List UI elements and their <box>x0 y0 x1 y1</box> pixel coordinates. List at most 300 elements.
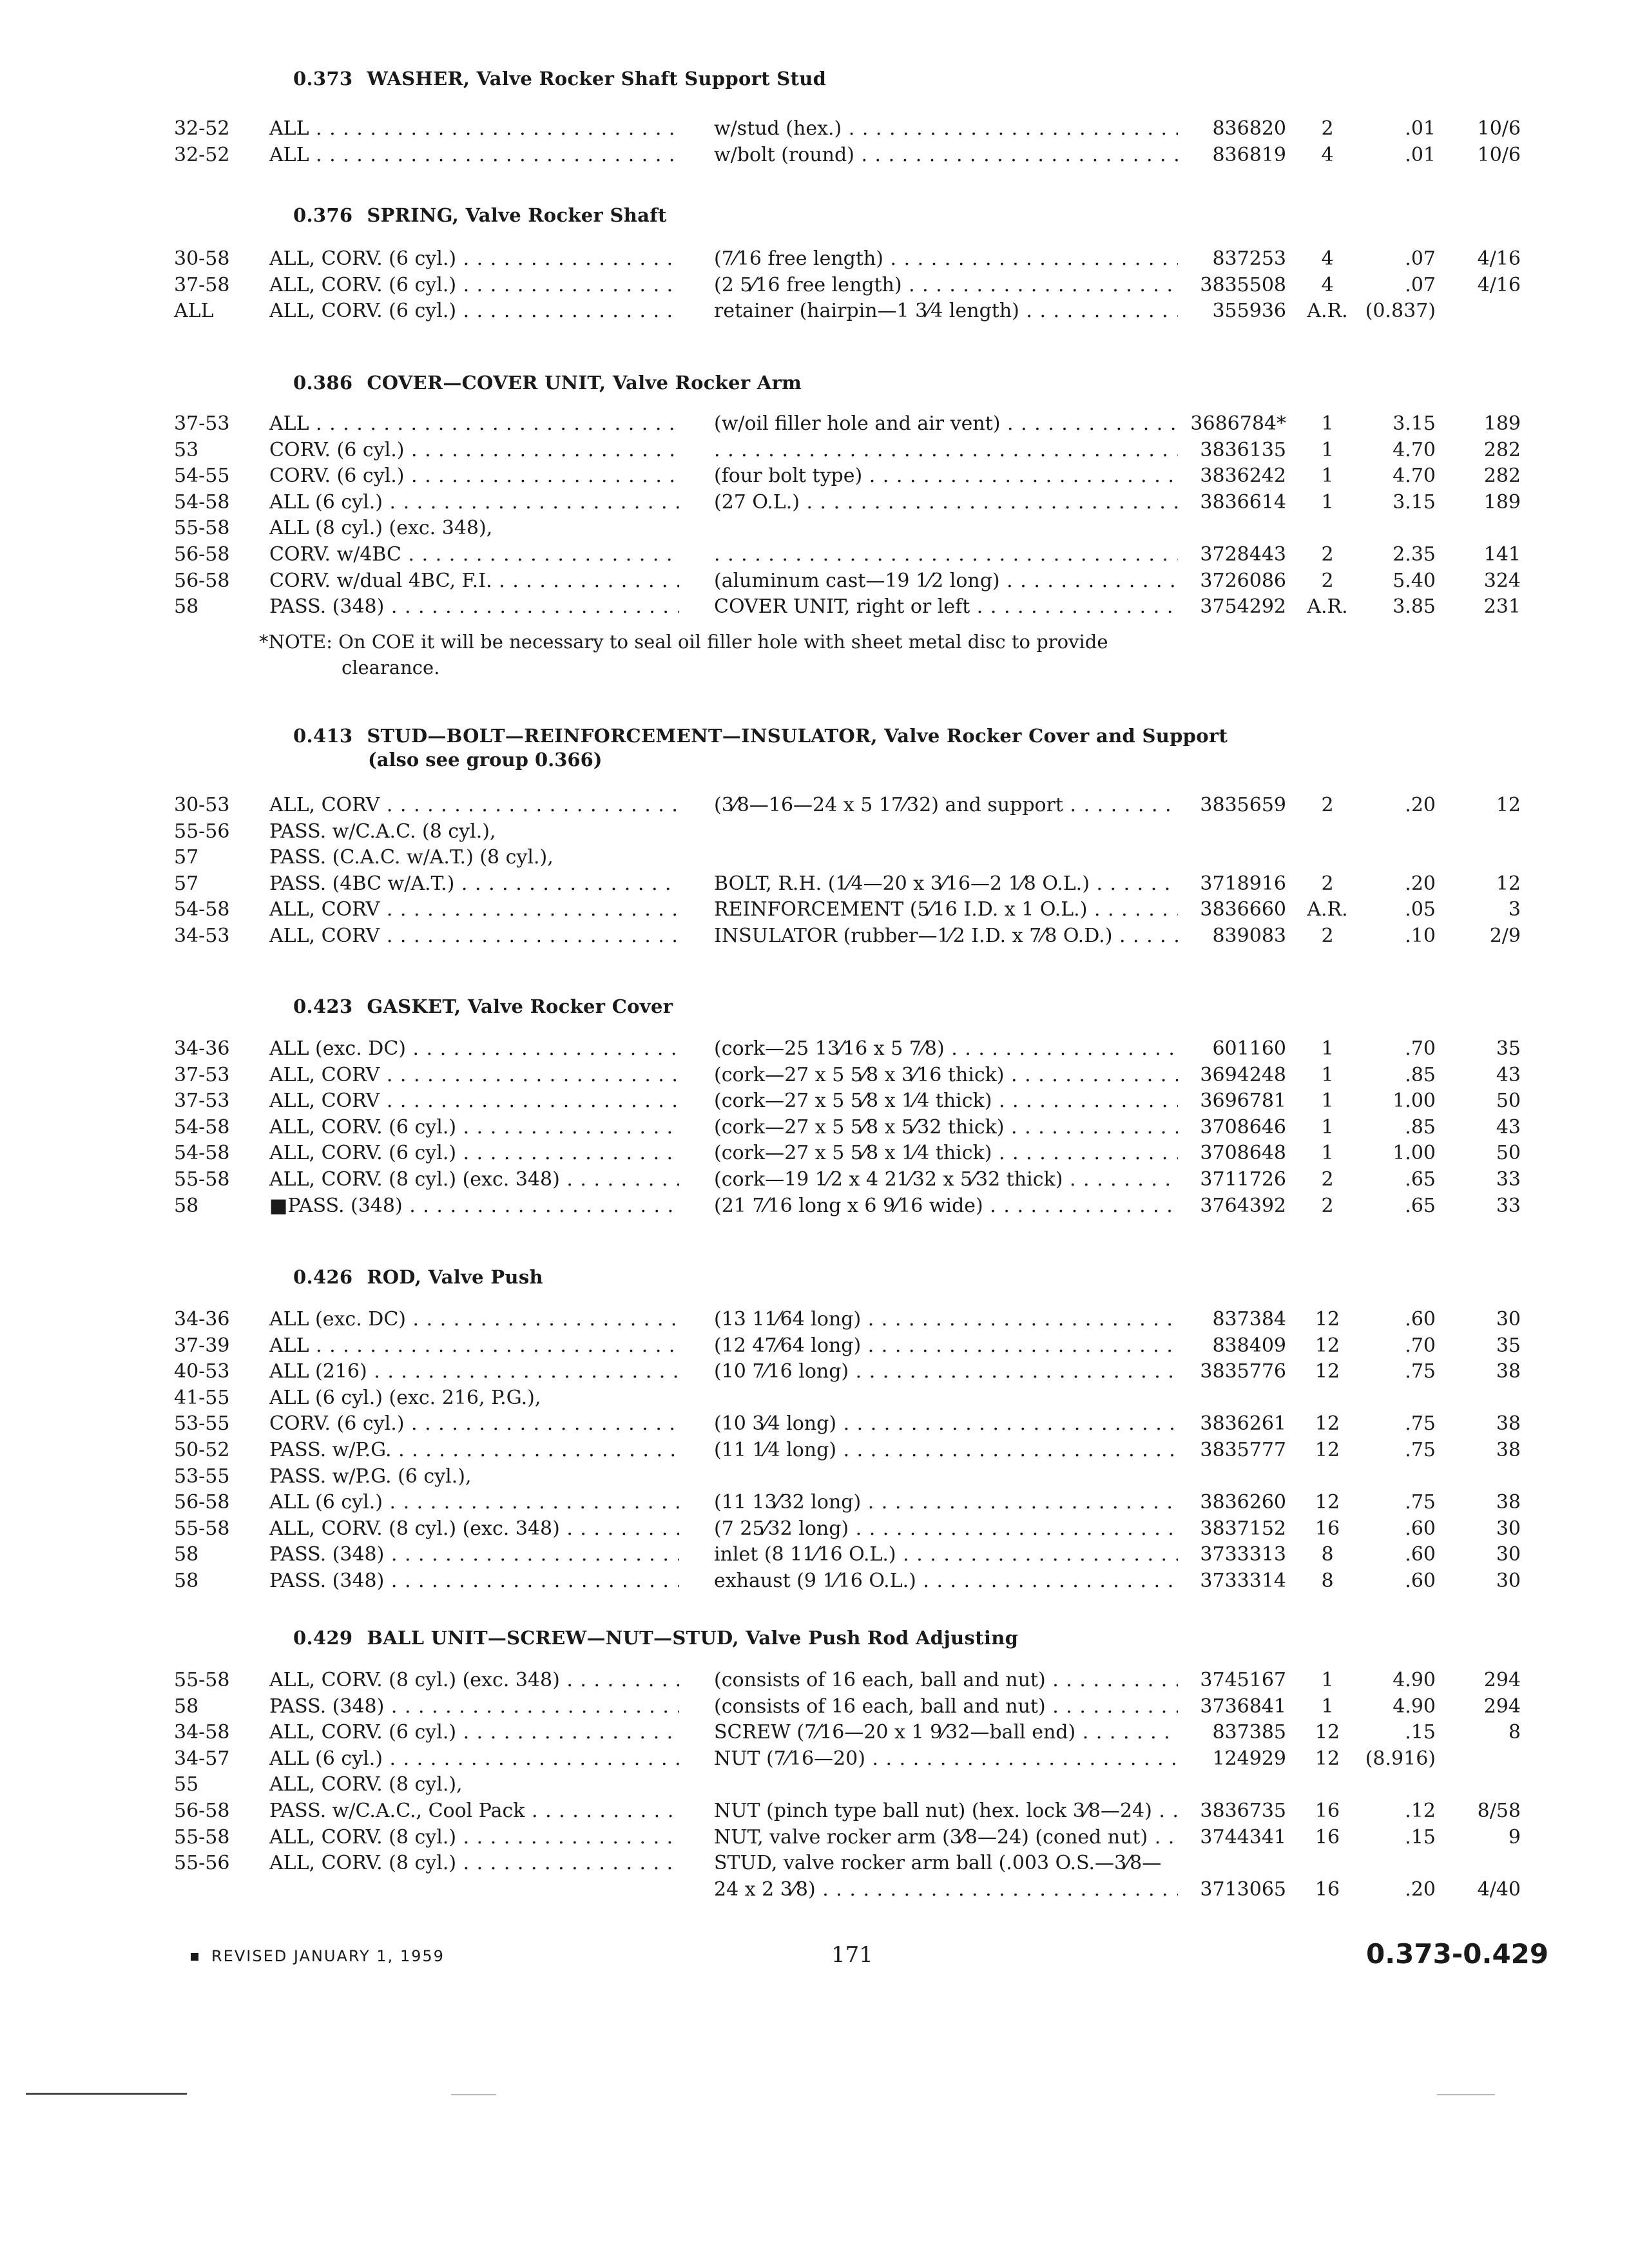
price-cell: 4.90 <box>1393 1669 1436 1691</box>
model-cell: ALL, CORV. (8 cyl.), <box>269 1773 463 1796</box>
list-price-cell: 4/16 <box>1477 247 1521 270</box>
price-cell: .05 <box>1405 898 1436 921</box>
table-row <box>0 1437 1629 1463</box>
year-cell: 56-58 <box>174 1800 230 1822</box>
list-price-cell: 324 <box>1483 569 1521 592</box>
price-cell: 2.35 <box>1393 543 1436 566</box>
year-cell: 53 <box>174 438 199 461</box>
year-cell: 34-58 <box>174 1721 230 1744</box>
year-cell: 58 <box>174 1194 199 1217</box>
list-price-cell: 30 <box>1496 1517 1521 1540</box>
model-cell: ALL, CORV. (6 cyl.) . . . <box>269 246 679 272</box>
part-number-cell: 3836135 <box>1200 438 1286 461</box>
footnote: *NOTE: On COE it will be necessary to seal oil filler hole with sheet metal disc to provide <box>259 631 1108 653</box>
price-cell: .20 <box>1405 794 1436 816</box>
quantity-cell: 2 <box>1321 1168 1334 1191</box>
model-cell: CORV. w/4BC . . . <box>269 542 679 568</box>
table-row <box>0 1490 1629 1515</box>
model-cell: CORV. (6 cyl.) . . . <box>269 437 679 463</box>
model-cell: ALL, CORV. (8 cyl.) . . . <box>269 1850 679 1876</box>
part-number-cell: 3764392 <box>1200 1194 1286 1217</box>
table-row <box>0 1798 1629 1824</box>
part-number-cell: 3836614 <box>1200 490 1286 514</box>
price-cell: .60 <box>1405 1517 1436 1540</box>
section-heading <box>293 722 1228 750</box>
table-row <box>0 273 1629 298</box>
table-row <box>0 411 1629 437</box>
list-price-cell: 38 <box>1496 1360 1521 1383</box>
model-cell: ALL (exc. DC) . . . <box>269 1307 679 1332</box>
table-row <box>0 437 1629 463</box>
price-cell: 4.70 <box>1393 438 1436 461</box>
description-cell: (aluminum cast—19 1⁄2 long) . . . <box>714 568 1178 594</box>
section-number: 0.429 <box>293 1627 353 1649</box>
price-cell: .20 <box>1405 1878 1436 1901</box>
description-cell: (7⁄16 free length) . . . <box>714 246 1178 272</box>
year-cell: 40-53 <box>174 1360 230 1383</box>
quantity-cell: 1 <box>1321 1115 1334 1139</box>
year-cell: 55-58 <box>174 517 230 540</box>
revision-date: REVISED JANUARY 1, 1959 <box>211 1947 445 1965</box>
scan-artifact-line <box>26 2093 187 2095</box>
list-price-cell: 35 <box>1496 1334 1521 1357</box>
part-number-cell: 837385 <box>1212 1721 1286 1744</box>
model-cell: CORV. w/dual 4BC, F.I. . . . <box>269 568 679 594</box>
description-cell: (10 3⁄4 long) . . . <box>714 1411 1178 1437</box>
year-cell: 58 <box>174 1570 199 1592</box>
list-price-cell: 33 <box>1496 1168 1521 1191</box>
part-number-cell: 838409 <box>1212 1334 1286 1357</box>
part-number-cell: 3686784* <box>1190 412 1286 435</box>
description-cell: (2 5⁄16 free length) . . . <box>714 273 1178 298</box>
price-cell: .65 <box>1405 1168 1436 1191</box>
model-cell: ALL, CORV . . . <box>269 793 679 818</box>
section-number: 0.423 <box>293 995 353 1017</box>
table-row <box>0 1036 1629 1062</box>
price-cell: 4.90 <box>1393 1695 1436 1718</box>
table-row <box>0 1568 1629 1594</box>
price-cell: .70 <box>1405 1037 1436 1060</box>
table-row <box>0 1359 1629 1385</box>
price-cell: 4.70 <box>1393 465 1436 488</box>
section-title: WASHER, Valve Rocker Shaft Support Stud <box>367 68 827 90</box>
price-cell: 1.00 <box>1393 1090 1436 1113</box>
year-cell: 56-58 <box>174 543 230 566</box>
quantity-cell: 12 <box>1315 1308 1340 1331</box>
model-cell: PASS. (348) . . . <box>269 1542 679 1568</box>
price-cell: .75 <box>1405 1360 1436 1383</box>
table-row <box>0 1850 1629 1876</box>
quantity-cell: 1 <box>1321 1669 1334 1691</box>
price-cell: .85 <box>1405 1063 1436 1086</box>
description-cell: retainer (hairpin—1 3⁄4 length) . . . <box>714 298 1178 324</box>
quantity-cell: 4 <box>1321 273 1334 296</box>
table-row <box>0 923 1629 949</box>
model-cell: ALL . . . <box>269 411 679 437</box>
quantity-cell: 1 <box>1321 465 1334 488</box>
table-row <box>0 490 1629 515</box>
model-cell: PASS. (C.A.C. w/A.T.) (8 cyl.), <box>269 846 554 869</box>
table-row <box>0 1877 1629 1903</box>
part-number-cell: 3754292 <box>1200 595 1286 619</box>
year-cell: ALL <box>174 300 214 323</box>
group-range: 0.373-0.429 <box>1366 1938 1549 1970</box>
quantity-cell: 12 <box>1315 1491 1340 1514</box>
year-cell: 37-53 <box>174 1063 230 1086</box>
model-cell: CORV. (6 cyl.) . . . <box>269 463 679 489</box>
part-number-cell: 3835777 <box>1200 1439 1286 1461</box>
quantity-cell: 8 <box>1321 1570 1334 1592</box>
table-row <box>0 871 1629 897</box>
table-row <box>0 542 1629 568</box>
year-cell: 41-55 <box>174 1386 230 1409</box>
description-cell: (10 7⁄16 long) . . . <box>714 1359 1178 1385</box>
part-number-cell: 3726086 <box>1200 569 1286 592</box>
model-cell: ■PASS. (348) . . . <box>269 1193 679 1219</box>
section-title: COVER—COVER UNIT, Valve Rocker Arm <box>367 372 802 394</box>
model-cell: ALL (6 cyl.) . . . <box>269 1746 679 1772</box>
list-price-cell: 8 <box>1508 1721 1521 1744</box>
price-cell: .15 <box>1405 1825 1436 1849</box>
list-price-cell: 10/6 <box>1477 117 1521 140</box>
section-subtitle: (also see group 0.366) <box>368 749 602 771</box>
model-cell: PASS. (348) . . . <box>269 1694 679 1720</box>
table-row <box>0 116 1629 142</box>
section-title: SPRING, Valve Rocker Shaft <box>367 204 667 226</box>
price-cell: .75 <box>1405 1439 1436 1461</box>
quantity-cell: 2 <box>1321 117 1334 140</box>
model-cell: PASS. w/C.A.C., Cool Pack . . . <box>269 1798 679 1824</box>
quantity-cell: 12 <box>1315 1721 1340 1744</box>
section-number: 0.373 <box>293 68 353 90</box>
list-price-cell: 50 <box>1496 1142 1521 1165</box>
price-cell: (8.916) <box>1365 1747 1436 1770</box>
model-cell: ALL, CORV . . . <box>269 1088 679 1114</box>
table-row <box>0 1667 1629 1693</box>
model-cell: PASS. w/P.G. . . . <box>269 1437 679 1463</box>
year-cell: 54-58 <box>174 490 230 514</box>
description-cell <box>714 437 1178 463</box>
table-row <box>0 1542 1629 1568</box>
year-cell: 54-58 <box>174 1115 230 1139</box>
model-cell: ALL . . . <box>269 142 679 168</box>
model-cell: ALL, CORV. (6 cyl.) . . . <box>269 273 679 298</box>
description-cell: (four bolt type) . . . <box>714 463 1178 489</box>
list-price-cell: 30 <box>1496 1543 1521 1566</box>
description-cell: COVER UNIT, right or left . . . <box>714 594 1178 620</box>
part-number-cell: 355936 <box>1212 300 1286 323</box>
year-cell: 55-58 <box>174 1517 230 1540</box>
description-cell: (27 O.L.) . . . <box>714 490 1178 515</box>
price-cell: .60 <box>1405 1308 1436 1331</box>
description-cell: NUT, valve rocker arm (3⁄8—24) (coned nut) . . . <box>714 1825 1178 1850</box>
table-row <box>0 594 1629 620</box>
model-cell: ALL (exc. DC) . . . <box>269 1036 679 1062</box>
price-cell: .60 <box>1405 1570 1436 1592</box>
price-cell: .65 <box>1405 1194 1436 1217</box>
quantity-cell: 1 <box>1321 1090 1334 1113</box>
table-row <box>0 793 1629 818</box>
section-number: 0.376 <box>293 204 353 226</box>
quantity-cell: 2 <box>1321 569 1334 592</box>
year-cell: 57 <box>174 846 199 869</box>
price-cell: .60 <box>1405 1543 1436 1566</box>
description-cell: (11 1⁄4 long) . . . <box>714 1437 1178 1463</box>
section-number: 0.426 <box>293 1266 353 1288</box>
table-row <box>0 1825 1629 1850</box>
quantity-cell: 2 <box>1321 1194 1334 1217</box>
quantity-cell: 12 <box>1315 1747 1340 1770</box>
table-row <box>0 246 1629 272</box>
part-number-cell: 3745167 <box>1200 1669 1286 1691</box>
description-cell: NUT (pinch type ball nut) (hex. lock 3⁄8—24) . . . <box>714 1798 1178 1824</box>
quantity-cell: 16 <box>1315 1825 1340 1849</box>
price-cell: .07 <box>1405 273 1436 296</box>
year-cell: 34-57 <box>174 1747 230 1770</box>
year-cell: 56-58 <box>174 569 230 592</box>
year-cell: 30-53 <box>174 794 230 816</box>
year-cell: 32-52 <box>174 143 230 166</box>
description-cell: (7 25⁄32 long) . . . <box>714 1516 1178 1542</box>
year-cell: 55-56 <box>174 820 230 843</box>
table-row <box>0 1411 1629 1437</box>
part-number-cell: 836819 <box>1212 143 1286 166</box>
quantity-cell: A.R. <box>1307 898 1348 921</box>
year-cell: 58 <box>174 1695 199 1718</box>
part-number-cell: 3733313 <box>1200 1543 1286 1566</box>
description-cell: (13 11⁄64 long) . . . <box>714 1307 1178 1332</box>
part-number-cell: 3694248 <box>1200 1063 1286 1086</box>
table-row <box>0 298 1629 324</box>
list-price-cell: 294 <box>1483 1695 1521 1718</box>
table-row <box>0 1385 1629 1411</box>
list-price-cell: 294 <box>1483 1669 1521 1691</box>
model-cell: ALL, CORV. (6 cyl.) . . . <box>269 1720 679 1745</box>
model-cell: ALL (216) . . . <box>269 1359 679 1385</box>
part-number-cell: 3836261 <box>1200 1412 1286 1436</box>
price-cell: 5.40 <box>1393 569 1436 592</box>
section-heading <box>293 369 802 397</box>
section-heading <box>293 201 667 229</box>
year-cell: 37-58 <box>174 273 230 296</box>
scan-artifact-line <box>451 2094 496 2095</box>
table-row <box>0 568 1629 594</box>
model-cell: ALL (6 cyl.) . . . <box>269 490 679 515</box>
year-cell: 54-55 <box>174 465 230 488</box>
price-cell: 3.15 <box>1393 412 1436 435</box>
price-cell: .75 <box>1405 1491 1436 1514</box>
description-cell: REINFORCEMENT (5⁄16 I.D. x 1 O.L.) . . . <box>714 897 1178 923</box>
list-price-cell: 8/58 <box>1477 1800 1521 1822</box>
quantity-cell: 1 <box>1321 412 1334 435</box>
section-number: 0.386 <box>293 372 353 394</box>
description-cell: (consists of 16 each, ball and nut) . . . <box>714 1694 1178 1720</box>
year-cell: 54-58 <box>174 1142 230 1165</box>
part-number-cell: 3835776 <box>1200 1360 1286 1383</box>
model-cell: ALL . . . <box>269 1333 679 1359</box>
description-cell: STUD, valve rocker arm ball (.003 O.S.—3⁄8— <box>714 1852 1162 1875</box>
quantity-cell: 2 <box>1321 543 1334 566</box>
price-cell: 3.15 <box>1393 490 1436 514</box>
price-cell: .10 <box>1405 925 1436 947</box>
quantity-cell: 4 <box>1321 143 1334 166</box>
quantity-cell: 1 <box>1321 1063 1334 1086</box>
description-cell: BOLT, R.H. (1⁄4—20 x 3⁄16—2 1⁄8 O.L.) . . . <box>714 871 1178 897</box>
table-row <box>0 819 1629 845</box>
part-number-cell: 3733314 <box>1200 1570 1286 1592</box>
table-row <box>0 845 1629 870</box>
quantity-cell: 1 <box>1321 490 1334 514</box>
model-cell: PASS. w/C.A.C. (8 cyl.), <box>269 820 496 843</box>
table-row <box>0 1167 1629 1193</box>
section-title: ROD, Valve Push <box>367 1266 543 1288</box>
model-cell: ALL . . . <box>269 116 679 142</box>
description-cell: (cork—25 13⁄16 x 5 7⁄8) . . . <box>714 1036 1178 1062</box>
table-row <box>0 463 1629 489</box>
description-cell: (3⁄8—16—24 x 5 17⁄32) and support . . . <box>714 793 1178 818</box>
list-price-cell: 282 <box>1483 465 1521 488</box>
table-row <box>0 1088 1629 1114</box>
list-price-cell: 43 <box>1496 1063 1521 1086</box>
list-price-cell: 38 <box>1496 1412 1521 1436</box>
part-number-cell: 3708648 <box>1200 1142 1286 1165</box>
description-cell: (cork—27 x 5 5⁄8 x 5⁄32 thick) . . . <box>714 1115 1178 1140</box>
part-number-cell: 836820 <box>1212 117 1286 140</box>
year-cell: 50-52 <box>174 1439 230 1461</box>
list-price-cell: 189 <box>1483 490 1521 514</box>
part-number-cell: 3837152 <box>1200 1517 1286 1540</box>
section-heading <box>293 1624 1018 1652</box>
description-cell: inlet (8 11⁄16 O.L.) . . . <box>714 1542 1178 1568</box>
quantity-cell: 8 <box>1321 1543 1334 1566</box>
year-cell: 34-36 <box>174 1308 230 1331</box>
year-cell: 53-55 <box>174 1412 230 1436</box>
list-price-cell: 189 <box>1483 412 1521 435</box>
table-row <box>0 515 1629 541</box>
table-row <box>0 142 1629 168</box>
description-cell: (cork—27 x 5 5⁄8 x 1⁄4 thick) . . . <box>714 1140 1178 1166</box>
list-price-cell: 35 <box>1496 1037 1521 1060</box>
revision-note <box>191 1947 445 1965</box>
part-number-cell: 3713065 <box>1200 1878 1286 1901</box>
year-cell: 55-56 <box>174 1852 230 1875</box>
list-price-cell: 282 <box>1483 438 1521 461</box>
list-price-cell: 3 <box>1508 898 1521 921</box>
description-cell: INSULATOR (rubber—1⁄2 I.D. x 7⁄8 O.D.) . . . <box>714 923 1178 949</box>
quantity-cell: 1 <box>1321 438 1334 461</box>
part-number-cell: 601160 <box>1212 1037 1286 1060</box>
price-cell: .15 <box>1405 1721 1436 1744</box>
section-heading <box>293 64 826 93</box>
part-number-cell: 3708646 <box>1200 1115 1286 1139</box>
section-title: BALL UNIT—SCREW—NUT—STUD, Valve Push Rod Adjusting <box>367 1627 1019 1649</box>
list-price-cell: 43 <box>1496 1115 1521 1139</box>
table-row <box>0 1115 1629 1140</box>
section-title: GASKET, Valve Rocker Cover <box>367 995 673 1017</box>
year-cell: 55-58 <box>174 1825 230 1849</box>
list-price-cell: 141 <box>1483 543 1521 566</box>
description-cell: w/stud (hex.) . . . <box>714 116 1178 142</box>
description-cell: (cork—27 x 5 5⁄8 x 1⁄4 thick) . . . <box>714 1088 1178 1114</box>
part-number-cell: 124929 <box>1212 1747 1286 1770</box>
part-number-cell: 837384 <box>1212 1308 1286 1331</box>
description-cell: (consists of 16 each, ball and nut) . . . <box>714 1667 1178 1693</box>
description-cell <box>714 542 1178 568</box>
revision-marker-icon <box>191 1953 198 1961</box>
price-cell: 3.85 <box>1393 595 1436 619</box>
table-row <box>0 1464 1629 1490</box>
quantity-cell: 12 <box>1315 1439 1340 1461</box>
part-number-cell: 839083 <box>1212 925 1286 947</box>
model-cell: ALL (6 cyl.) . . . <box>269 1490 679 1515</box>
description-cell: (cork—27 x 5 5⁄8 x 3⁄16 thick) . . . <box>714 1062 1178 1088</box>
part-number-cell: 3836660 <box>1200 898 1286 921</box>
year-cell: 53-55 <box>174 1465 230 1488</box>
section-heading <box>293 992 673 1021</box>
description-cell: SCREW (7⁄16—20 x 1 9⁄32—ball end) . . . <box>714 1720 1178 1745</box>
model-cell: ALL, CORV. (6 cyl.) . . . <box>269 298 679 324</box>
price-cell: .01 <box>1405 117 1436 140</box>
quantity-cell: 4 <box>1321 247 1334 270</box>
table-row <box>0 897 1629 923</box>
model-cell: ALL, CORV. (8 cyl.) (exc. 348) . . . <box>269 1667 679 1693</box>
part-number-cell: 3718916 <box>1200 872 1286 895</box>
model-cell: PASS. (4BC w/A.T.) . . . <box>269 871 679 897</box>
model-cell: ALL, CORV. (8 cyl.) (exc. 348) . . . <box>269 1516 679 1542</box>
quantity-cell: A.R. <box>1307 300 1348 323</box>
year-cell: 58 <box>174 1543 199 1566</box>
table-row <box>0 1720 1629 1745</box>
description-cell: (12 47⁄64 long) . . . <box>714 1333 1178 1359</box>
price-cell: .20 <box>1405 872 1436 895</box>
price-cell: .85 <box>1405 1115 1436 1139</box>
part-number-cell: 3696781 <box>1200 1090 1286 1113</box>
footnote-continued: clearance. <box>342 657 440 678</box>
quantity-cell: 2 <box>1321 872 1334 895</box>
year-cell: 56-58 <box>174 1491 230 1514</box>
list-price-cell: 10/6 <box>1477 143 1521 166</box>
year-cell: 54-58 <box>174 898 230 921</box>
description-cell: (21 7⁄16 long x 6 9⁄16 wide) . . . <box>714 1193 1178 1219</box>
list-price-cell: 33 <box>1496 1194 1521 1217</box>
table-row <box>0 1193 1629 1219</box>
list-price-cell: 50 <box>1496 1090 1521 1113</box>
list-price-cell: 38 <box>1496 1439 1521 1461</box>
year-cell: 37-53 <box>174 1090 230 1113</box>
year-cell: 55 <box>174 1773 199 1796</box>
quantity-cell: A.R. <box>1307 595 1348 619</box>
year-cell: 34-53 <box>174 925 230 947</box>
table-row <box>0 1062 1629 1088</box>
quantity-cell: 16 <box>1315 1878 1340 1901</box>
price-cell: .01 <box>1405 143 1436 166</box>
year-cell: 37-39 <box>174 1334 230 1357</box>
list-price-cell: 231 <box>1483 595 1521 619</box>
list-price-cell: 12 <box>1496 872 1521 895</box>
quantity-cell: 2 <box>1321 794 1334 816</box>
section-heading <box>293 1263 543 1291</box>
model-cell: ALL, CORV. (6 cyl.) . . . <box>269 1140 679 1166</box>
scan-artifact-line <box>1437 2094 1495 2095</box>
part-number-cell: 3711726 <box>1200 1168 1286 1191</box>
quantity-cell: 1 <box>1321 1142 1334 1165</box>
quantity-cell: 12 <box>1315 1334 1340 1357</box>
table-row <box>0 1140 1629 1166</box>
list-price-cell: 9 <box>1508 1825 1521 1849</box>
model-cell: PASS. (348) . . . <box>269 594 679 620</box>
quantity-cell: 16 <box>1315 1517 1340 1540</box>
model-cell: ALL, CORV . . . <box>269 923 679 949</box>
